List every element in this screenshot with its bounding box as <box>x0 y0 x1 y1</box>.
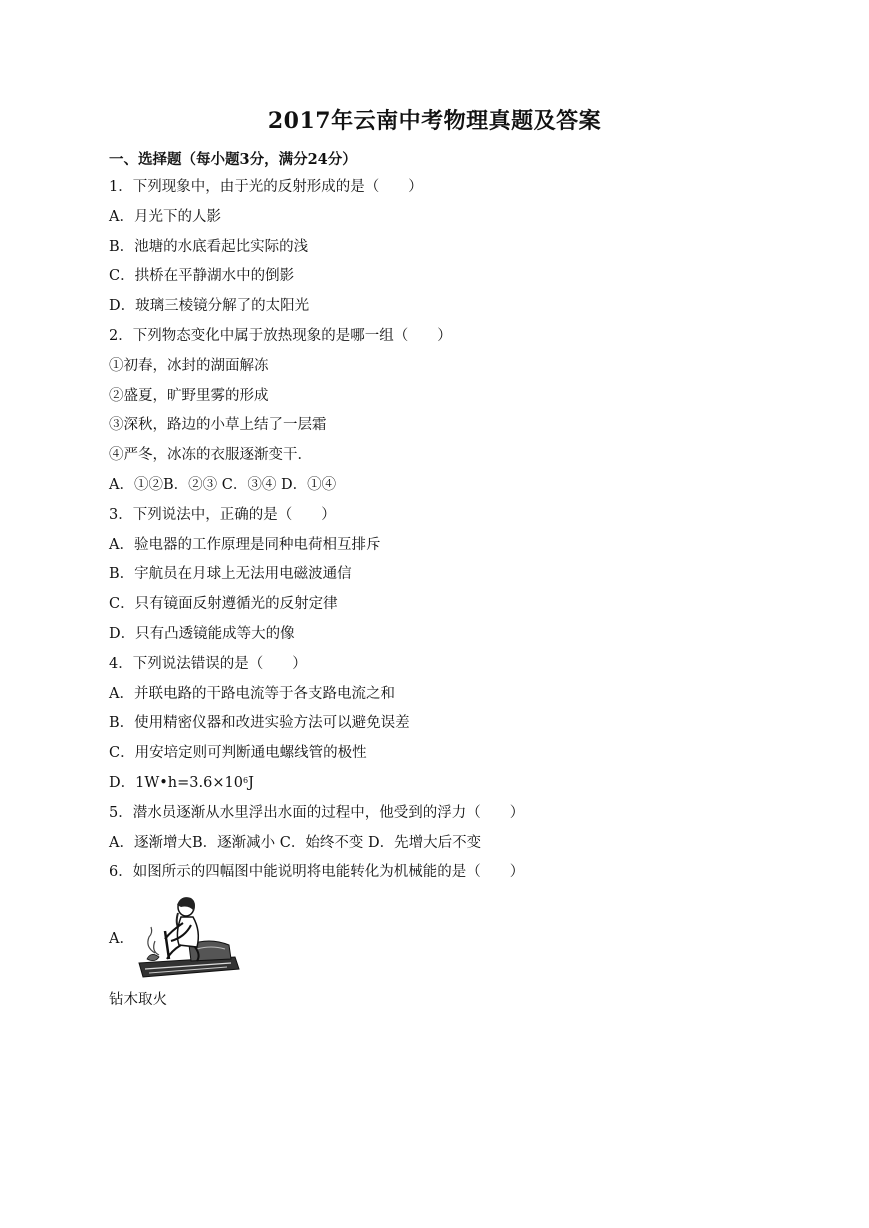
question-5-stem: 5．潜水员逐渐从水里浮出水面的过程中，他受到的浮力（ ） <box>109 804 525 821</box>
energy-formula-exponent: 6 <box>242 775 249 785</box>
question-1-option-d: D．玻璃三棱镜分解了的太阳光 <box>109 298 310 315</box>
question-1-option-a: A．月光下的人影 <box>109 208 221 225</box>
question-6-stem: 6．如图所示的四幅图中能说明将电能转化为机械能的是（ ） <box>109 864 525 881</box>
question-4-option-d <box>109 773 769 803</box>
question-3-option-a: A．验电器的工作原理是同种电荷相互排斥 <box>109 536 381 553</box>
figure-caption: 钻木取火 <box>109 992 167 1008</box>
question-3-option-d: D．只有凸透镜能成等大的像 <box>109 625 295 642</box>
question-1-stem: 1．下列现象中，由于光的反射形成的是（ ） <box>109 179 423 195</box>
man-drilling-wood-for-fire-icon <box>131 893 243 983</box>
question-4-option-b: B．使用精密仪器和改进实验方法可以避免误差 <box>109 715 410 732</box>
question-1-option-c: C．拱桥在平静湖水中的倒影 <box>109 268 295 285</box>
figure-option-label: A． <box>109 931 134 947</box>
question-3-option-b: B．宇航员在月球上无法用电磁波通信 <box>109 566 352 583</box>
question-2-options: A．①②B．②③ C．③④ D．①④ <box>109 476 337 493</box>
question-1-option-b: B．池塘的水底看起比实际的浅 <box>109 238 309 255</box>
energy-formula-base: D．1W•h=3.6×10 <box>109 774 243 791</box>
energy-formula-unit: J <box>248 774 254 791</box>
question-3-option-c: C．只有镜面反射遵循光的反射定律 <box>109 596 338 613</box>
page-title: 2017年云南中考物理真题及答案 <box>267 108 602 134</box>
question-3-stem: 3．下列说法中，正确的是（ ） <box>109 506 336 523</box>
question-2-item-3: ③深秋，路边的小草上结了一层霜 <box>109 417 327 434</box>
question-5-options: A．逐渐增大B．逐渐减小 C．始终不变 D．先增大后不变 <box>109 834 482 851</box>
question-2-item-2: ②盛夏，旷野里雾的形成 <box>109 387 269 404</box>
question-2-item-1: ①初春，冰封的湖面解冻 <box>109 357 269 374</box>
question-4-stem: 4．下列说法错误的是（ ） <box>109 655 307 672</box>
section-heading: 一、选择题（每小题3分，满分24分） <box>109 151 357 168</box>
question-4-option-a: A．并联电路的干路电流等于各支路电流之和 <box>109 685 395 702</box>
question-lines <box>109 177 769 892</box>
question-2-stem: 2．下列物态变化中属于放热现象的是哪一组（ ） <box>109 327 452 344</box>
question-2-item-4: ④严冬，冰冻的衣服逐渐变干． <box>109 447 312 464</box>
question-4-option-c: C．用安培定则可判断通电螺线管的极性 <box>109 745 367 762</box>
